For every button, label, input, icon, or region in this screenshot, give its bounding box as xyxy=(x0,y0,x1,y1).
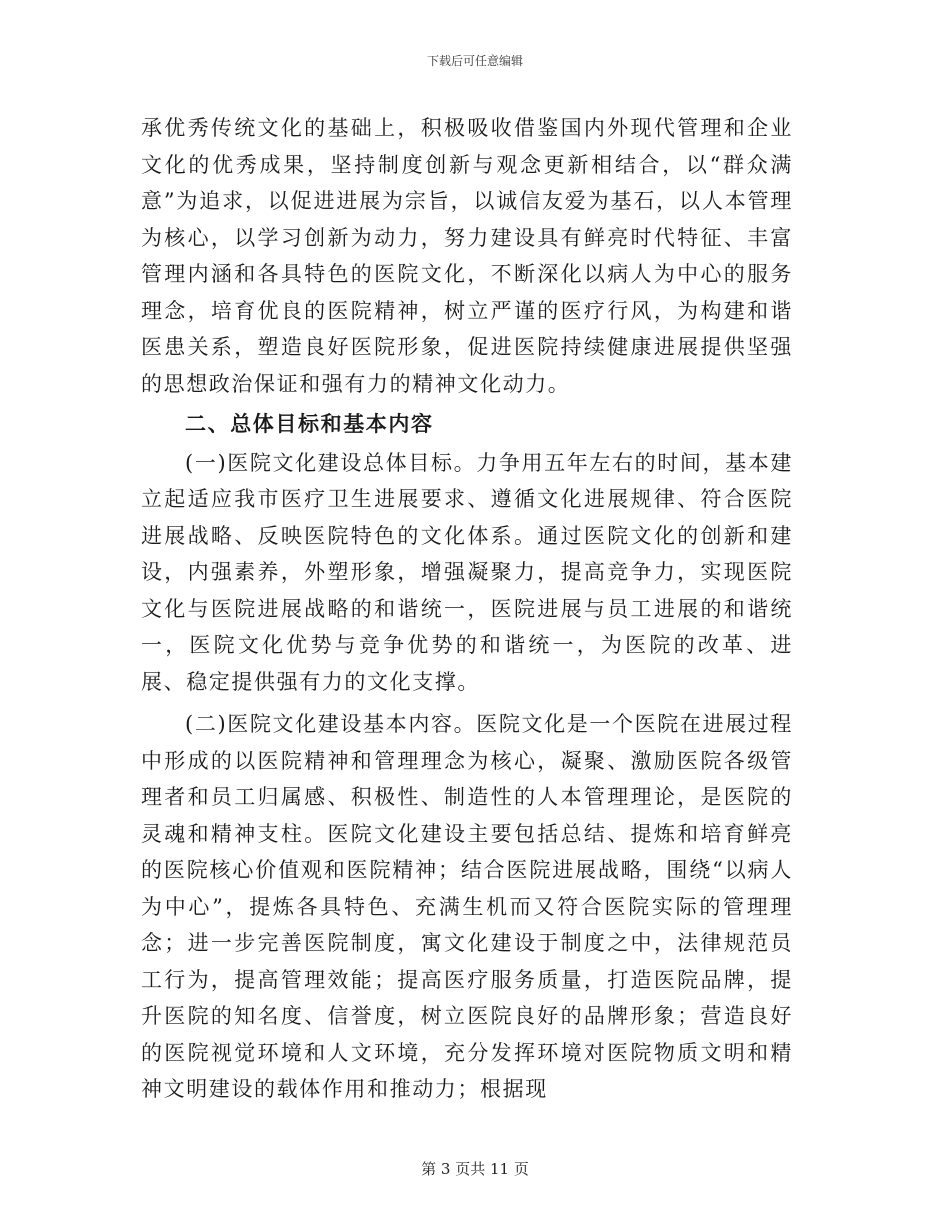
paragraph-basic-content: (二)医院文化建设基本内容。医院文化是一个医院在进展过程中形成的以医院精神和管理理念为核心，凝聚、激励医院各级管理者和员工归属感、积极性、制造性的人本管理理论，是医院的灵魂和精神支柱。医院文化建设主要包括总结、提炼和培育鲜亮的医院核心价值观和医院精神；结合医院进展战略，围绕“以病人为中心”，提炼各具特色、充满生机而又符合医院实际的管理理念；进一步完善医院制度，寓文化建设于制度之中，法律规范员工行为，提高管理效能；提高医疗服务质量，打造医院品牌，提升医院的知名度、信誉度，树立医院良好的品牌形象；营造良好的医院视觉环境和人文环境，充分发挥环境对医院物质文明和精神文明建设的载体作用和推动力；根据现 xyxy=(141,712,793,1101)
page-footer: 第 3 页共 11 页 xyxy=(421,1160,529,1178)
paragraph-continuation: 承优秀传统文化的基础上，积极吸收借鉴国内外现代管理和企业文化的优秀成果，坚持制度创新与观念更新相结合，以“群众满意”为追求，以促进进展为宗旨，以诚信友爱为基石，以人本管理为核心，以学习创新为动力，努力建设具有鲜亮时代特征、丰富管理内涵和各具特色的医院文化，不断深化以病人为中心的服务理念，培育优良的医院精神，树立严谨的医疗行风，为构建和谐医患关系，塑造良好医院形象，促进医院持续健康进展提供坚强的思想政治保证和强有力的精神文化动力。 xyxy=(141,116,793,396)
paragraph-overall-goal: (一)医院文化建设总体目标。力争用五年左右的时间，基本建立起适应我市医疗卫生进展要求、遵循文化进展规律、符合医院进展战略、反映医院特色的文化体系。通过医院文化的创新和建设，内强素养，外塑形象，增强凝聚力，提高竞争力，实现医院文化与医院进展战略的和谐统一，医院进展与员工进展的和谐统一，医院文化优势与竞争优势的和谐统一，为医院的改革、进展、稳定提供强有力的文化支撑。 xyxy=(141,450,793,694)
page-header: 下载后可任意编辑 xyxy=(426,54,523,68)
section-heading: 二、总体目标和基本内容 xyxy=(185,411,434,436)
document-body xyxy=(141,110,793,1108)
